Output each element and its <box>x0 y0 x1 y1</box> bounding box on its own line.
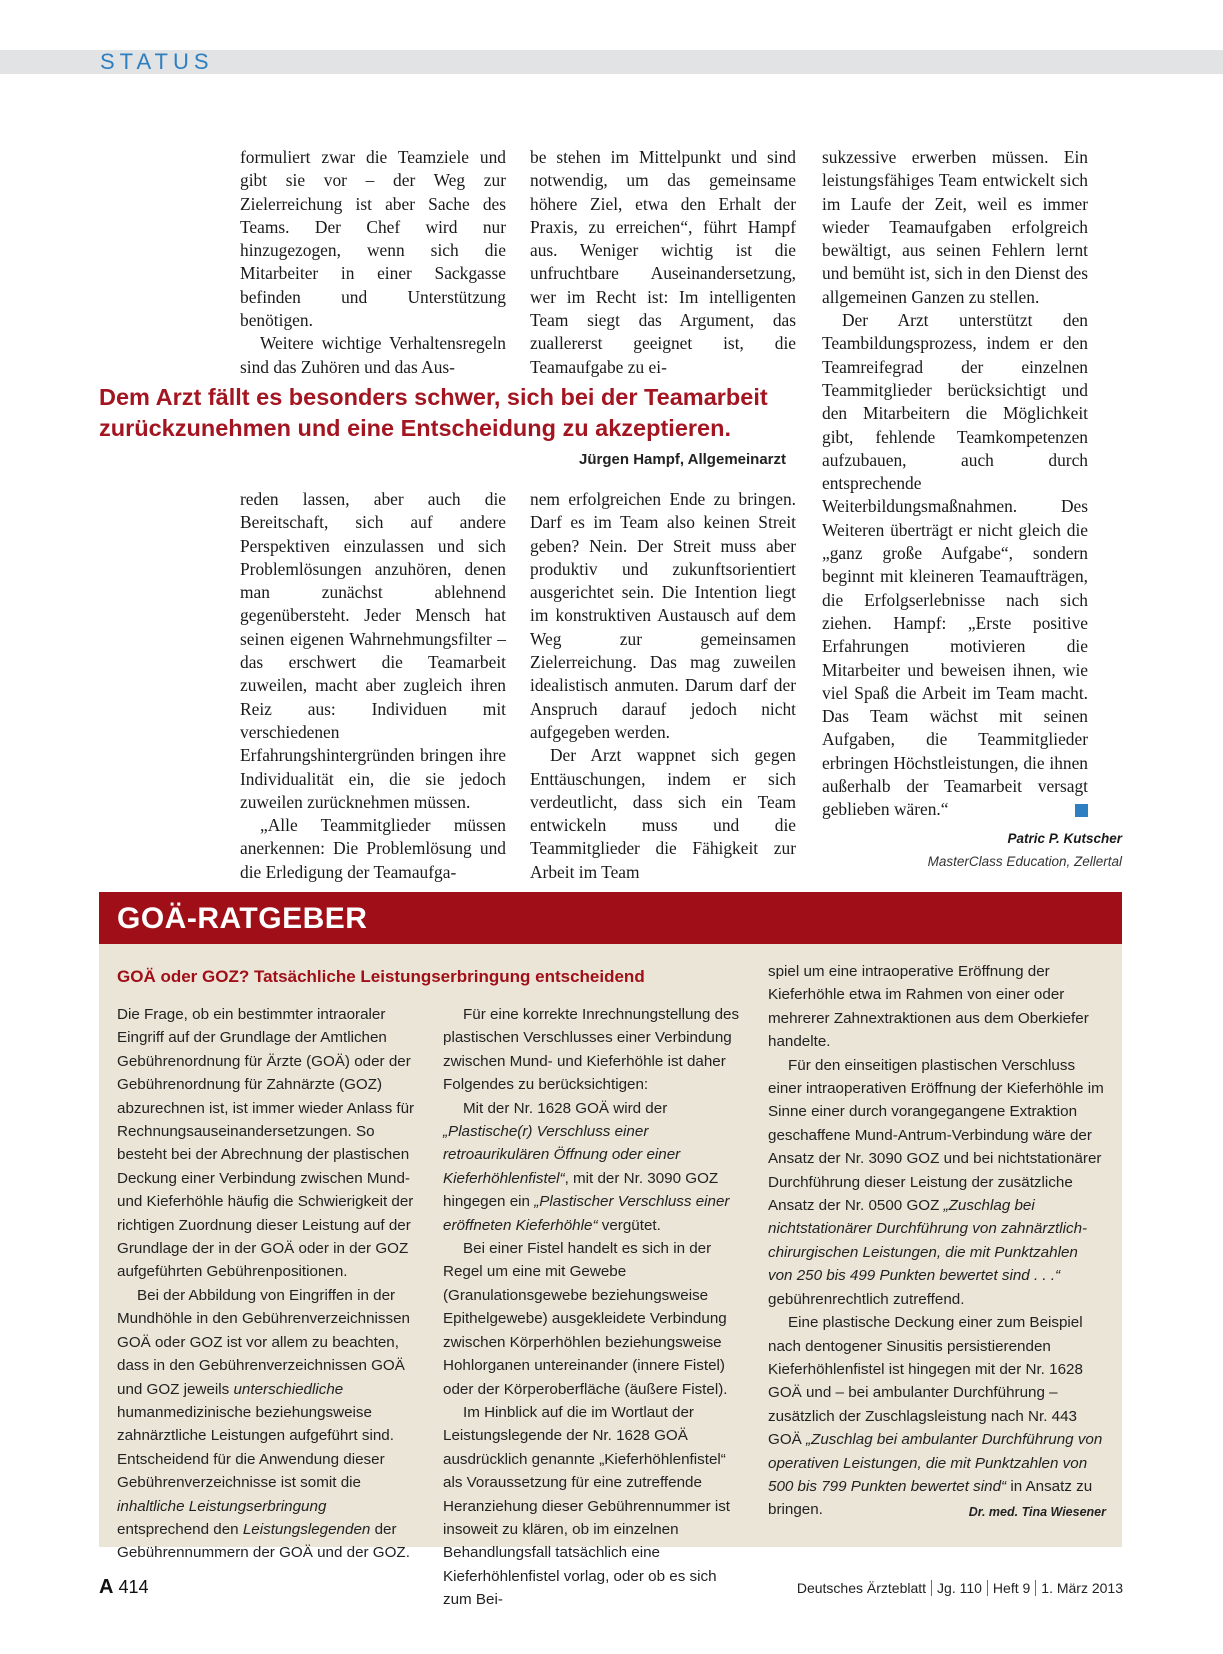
paragraph: „Alle Teammitglieder müssen anerkennen: Die Problemlösung und die Erledigung der Teamaufga- <box>240 815 506 882</box>
journal-issue: Heft 9 <box>992 1580 1031 1596</box>
text-italic: inhaltliche Leistungserbringung <box>117 1497 327 1515</box>
article-col2-bottom <box>530 488 796 884</box>
page-number <box>99 1576 149 1599</box>
box-col3 <box>768 960 1106 1525</box>
box-col1 <box>117 1003 417 1565</box>
text: Eine plastische Deckung einer zum Beispiel nach dentogener Sinusitis persistierenden Kieferhöhlenfistel ist hingegen mit der Nr. 1628 GOÄ und – bei ambulanter Durchführung – zusätzlich der Zuschlagsleistung nach Nr. 443 GOÄ <box>768 1314 1083 1449</box>
article-col1-bottom <box>240 488 506 884</box>
separator <box>987 1580 988 1596</box>
paragraph: Im Hinblick auf die im Wortlaut der Leistungslegende der Nr. 1628 GOÄ ausdrücklich genannte „Kieferhöhlenfistel“ als Voraussetzung für eine zutreffende Heranziehung dieser Gebührennummer ist insoweit zu klären, ob im einzelnen Behandlungsfall tatsächlich eine Kieferhöhlenfistel vorlag, oder ob es sich zum Bei- <box>443 1403 731 1609</box>
text: Bei der Abbildung von Eingriffen in der Mundhöhle in den Gebührenverzeichnissen GOÄ oder GOZ ist vor allem zu beachten, dass in den Gebührenverzeichnissen GOÄ und GOZ jeweils <box>117 1286 410 1398</box>
pull-quote-author: Jürgen Hampf, Allgemeinarzt <box>579 451 786 468</box>
paragraph: formuliert zwar die Teamziele und gibt sie vor – der Weg zur Zielerreichung ist aber Sache des Teams. Der Chef wird nur hinzugezogen, wenn sich die Mitarbeiter in einer Sackgasse befinden und Unterstützung benötigen. <box>240 147 506 331</box>
paragraph: Bei einer Fistel handelt es sich in der Regel um eine mit Gewebe (Granulationsgewebe beziehungsweise Epithelgewebe) ausgekleidete Verbindung zwischen Körperhöhlen beziehungsweise Hohlorganen untereinander (innere Fistel) oder der Körperoberfläche (äußere Fistel). <box>443 1240 728 1398</box>
text: der Gebührennummern der GOÄ und der GOZ. <box>117 1520 410 1562</box>
paragraph: Für eine korrekte Inrechnungstellung des plastischen Verschlusses einer Verbindung zwischen Mund- und Kieferhöhle ist daher Folgendes zu berücksichtigen: <box>443 1006 740 1094</box>
page-prefix: A <box>99 1576 114 1598</box>
paragraph: Weitere wichtige Verhaltensregeln sind das Zuhören und das Aus- <box>240 333 506 377</box>
text: entsprechend den <box>117 1520 243 1538</box>
paragraph <box>768 1311 1106 1522</box>
paragraph: Die Frage, ob ein bestimmter intraoraler Eingriff auf der Grundlage der Amtlichen Gebührenordnung für Ärzte (GOÄ) oder der Gebührenordnung für Zahnärzte (GOZ) abzurechnen ist, ist immer wieder Anlass für Rechnungsauseinandersetzungen. So besteht bei der Abrechnung der plastischen Deckung einer Verbindung zwischen Mund- und Kieferhöhle häufig die Schwierigkeit der richtigen Zuordnung dieser Leistung auf der Grundlage der in der GOÄ oder in der GOZ aufgeführten Gebührenpositionen. <box>117 1006 415 1281</box>
text-italic: unterschiedliche <box>233 1380 344 1398</box>
separator <box>1035 1580 1036 1596</box>
text: gebührenrechtlich zutreffend. <box>768 1290 965 1308</box>
article-col2-top <box>530 146 796 379</box>
text: Für den einseitigen plastischen Verschluss einer intraoperativen Eröffnung der Kieferhöhle im Sinne einer durch vorangegangene Extraktion geschaffene Mund-Antrum-Verbindung wäre der Ansatz der Nr. 3090 GOZ und bei nichtstationärer Durchführung dieser Leistung der zusätzliche Ansatz der Nr. 0500 GOZ <box>768 1056 1104 1215</box>
article-col1-top <box>240 146 506 379</box>
journal-name: Deutsches Ärzteblatt <box>796 1580 927 1596</box>
text-italic: „Plastischer Verschluss einer eröffneten Kieferhöhle“ <box>443 1193 730 1234</box>
text-italic: „Zuschlag bei ambulanter Durchführung von operativen Leistungen, die mit Punktzahlen von 500 bis 799 Punkten bewertet sind“ <box>768 1431 1103 1495</box>
paragraph: be stehen im Mittelpunkt und sind notwendig, um das gemeinsame höhere Ziel, etwa den Erhalt der Praxis, zu erreichen“, führt Hampf aus. Weniger wichtig ist die unfruchtbare Auseinandersetzung, wer im Recht ist: Im intelligenten Team siegt das Argument, das zuallererst geeignet ist, die Teamaufgabe zu ei- <box>530 147 796 377</box>
box-author: Dr. med. Tina Wiesener <box>968 1505 1106 1520</box>
paragraph <box>117 1284 417 1565</box>
paragraph: reden lassen, aber auch die Bereitschaft, sich auf andere Perspektiven einzulassen und sich Problemlösungen anzuhören, denen man zunächst ablehnend gegenübersteht. Jeder Mensch hat seinen eigenen Wahrnehmungsfilter – das erschwert die Teamarbeit zuweilen, macht aber zugleich ihren Reiz aus: Individuen mit verschiedenen Erfahrungshintergründen bringen ihre Individualität ein, die sie jedoch zuweilen zurücknehmen müssen. <box>240 489 506 812</box>
text-italic: „Plastische(r) Verschluss einer retroaurikulären Öffnung oder einer Kieferhöhlenfistel“ <box>443 1123 681 1187</box>
paragraph: Der Arzt wappnet sich gegen Enttäuschungen, indem er sich verdeutlicht, dass sich ein Team entwickeln muss und die Teammitglieder die Fähigkeit zur Arbeit im Team <box>530 745 796 882</box>
journal-volume: Jg. 110 <box>937 1580 982 1596</box>
paragraph <box>443 1097 743 1237</box>
page-number-value: 414 <box>118 1577 149 1597</box>
end-of-article-marker-icon <box>1075 804 1088 817</box>
article-col3 <box>822 146 1088 822</box>
paragraph-text: Der Arzt unterstützt den Teambildungsprozess, indem er den Teamreifegrad der einzelnen Teammitglieder berücksichtigt und den Mitarbeitern die Möglichkeit gibt, fehlende Teamkompetenzen aufzubauen, auch durch entsprechende Weiterbildungsmaßnahmen. Des Weiteren überträgt er nicht gleich die „ganz große Aufgabe“, sondern beginnt mit kleineren Teamaufträgen, die Erfolgserlebnisse nach sich ziehen. Hampf: „Erste positive Erfahrungen motivieren die Mitarbeiter und beweisen ihnen, wie viel Spaß die Arbeit im Team macht. Das Team wächst mit seinen Aufgaben, die Teammitglieder erbringen Höchstleistungen, die ihnen außerhalb der Teamarbeit versagt geblieben wären.“ <box>822 310 1088 820</box>
goae-ratgeber-subtitle: GOÄ oder GOZ? Tatsächliche Leistungserbringung entscheidend <box>117 967 645 986</box>
text-italic: Leistungslegenden <box>242 1520 371 1538</box>
goae-ratgeber-title: GOÄ-RATGEBER <box>117 902 368 935</box>
section-label: STATUS <box>100 49 214 74</box>
text: humanmedizinische beziehungsweise zahnärztliche Leistungen aufgeführt sind. Entscheidend für die Anwendung dieser Gebührenverzeichnisse ist somit die <box>117 1403 394 1492</box>
article-author-affiliation: MasterClass Education, Zellertal <box>927 854 1122 869</box>
paragraph <box>768 1054 1106 1311</box>
pull-quote: Dem Arzt fällt es besonders schwer, sich bei der Teamarbeit zurückzunehmen und eine Entscheidung zu akzeptieren. <box>99 384 768 441</box>
paragraph: sukzessive erwerben müssen. Ein leistungsfähiges Team entwickelt sich im Laufe der Zeit, weil es immer wieder Teamaufgaben erfolgreich bewältigt, aus seinen Fehlern lernt und bemüht ist, sich in den Dienst des allgemeinen Ganzen zu stellen. <box>822 147 1088 307</box>
text-italic: „Zuschlag bei nichtstationärer Durchführung von zahnärztlich-chirurgischen Leistungen, die mit Punktzahlen von 250 bis 499 Punkten bewertet sind . . .“ <box>768 1197 1088 1285</box>
journal-date: 1. März 2013 <box>1041 1580 1123 1596</box>
paragraph <box>822 309 1088 822</box>
text: vergütet. <box>597 1216 661 1234</box>
article-author: Patric P. Kutscher <box>1007 831 1122 846</box>
paragraph: spiel um eine intraoperative Eröffnung der Kieferhöhle etwa im Rahmen von einer oder mehrerer Zahnextraktionen aus dem Oberkiefer handelte. <box>768 963 1089 1051</box>
text: Mit der Nr. 1628 GOÄ wird der <box>463 1099 668 1117</box>
text: , mit der Nr. 3090 GOZ hingegen ein <box>443 1169 719 1211</box>
paragraph: nem erfolgreichen Ende zu bringen. Darf es im Team also keinen Streit geben? Nein. Der Streit muss aber produktiv und zukunftsorientiert ausgerichtet sein. Die Intention liegt im konstruktiven Austausch auf dem Weg zur gemeinsamen Zielerreichung. Das mag zuweilen idealistisch anmuten. Darum darf der Anspruch darauf jedoch nicht aufgegeben werden. <box>530 489 796 742</box>
separator <box>931 1580 932 1596</box>
box-col2 <box>443 1003 743 1612</box>
text: in Ansatz zu bringen. <box>768 1477 1093 1519</box>
footer-citation <box>797 1580 1123 1596</box>
